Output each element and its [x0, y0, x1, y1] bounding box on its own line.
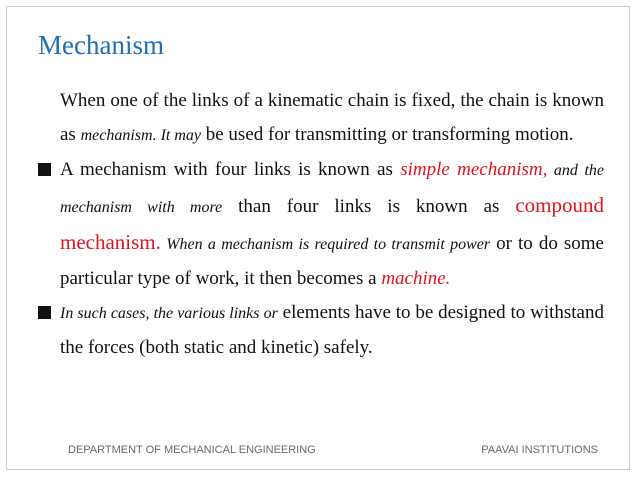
- square-bullet-icon: [38, 306, 51, 319]
- p3-text-a: In such cases, the various links or: [60, 305, 278, 322]
- p1-text-c: be used for transmitting or transforming motion.: [201, 124, 574, 145]
- p2-text-c: and the mechanism with more: [60, 162, 605, 216]
- slide-title: Mechanism: [38, 30, 164, 60]
- footer-department: DEPARTMENT OF MECHANICAL ENGINEERING: [68, 444, 316, 456]
- p2-text-compound-mechanism: compound mechanism.: [60, 193, 604, 254]
- p2-text-a: A mechanism with four links is known as: [60, 159, 401, 180]
- slide-body: [38, 84, 604, 365]
- p2-text-g: or to do some particular type of work, it then becomes a: [60, 233, 604, 289]
- bullet-design-forces: [38, 296, 604, 365]
- p2-text-f: When a mechanism is required to transmit power: [160, 236, 491, 253]
- p1-text-a: When one of the links of a kinematic chain is fixed, the chain is known as: [60, 90, 604, 145]
- p1-text-b: mechanism. It may: [80, 127, 201, 144]
- p2-text-d: than four links is known as: [222, 196, 516, 217]
- square-bullet-icon: [38, 163, 51, 176]
- p3-text-b: elements have to be designed to withstand the forces (both static and kinetic) safely.: [60, 302, 604, 358]
- p2-text-machine: machine.: [381, 268, 451, 289]
- p2-text-simple-mechanism: simple mechanism,: [400, 159, 548, 180]
- paragraph-definition: [38, 84, 604, 153]
- footer-institution: PAAVAI INSTITUTIONS: [481, 444, 598, 456]
- bullet-simple-compound: [38, 153, 604, 296]
